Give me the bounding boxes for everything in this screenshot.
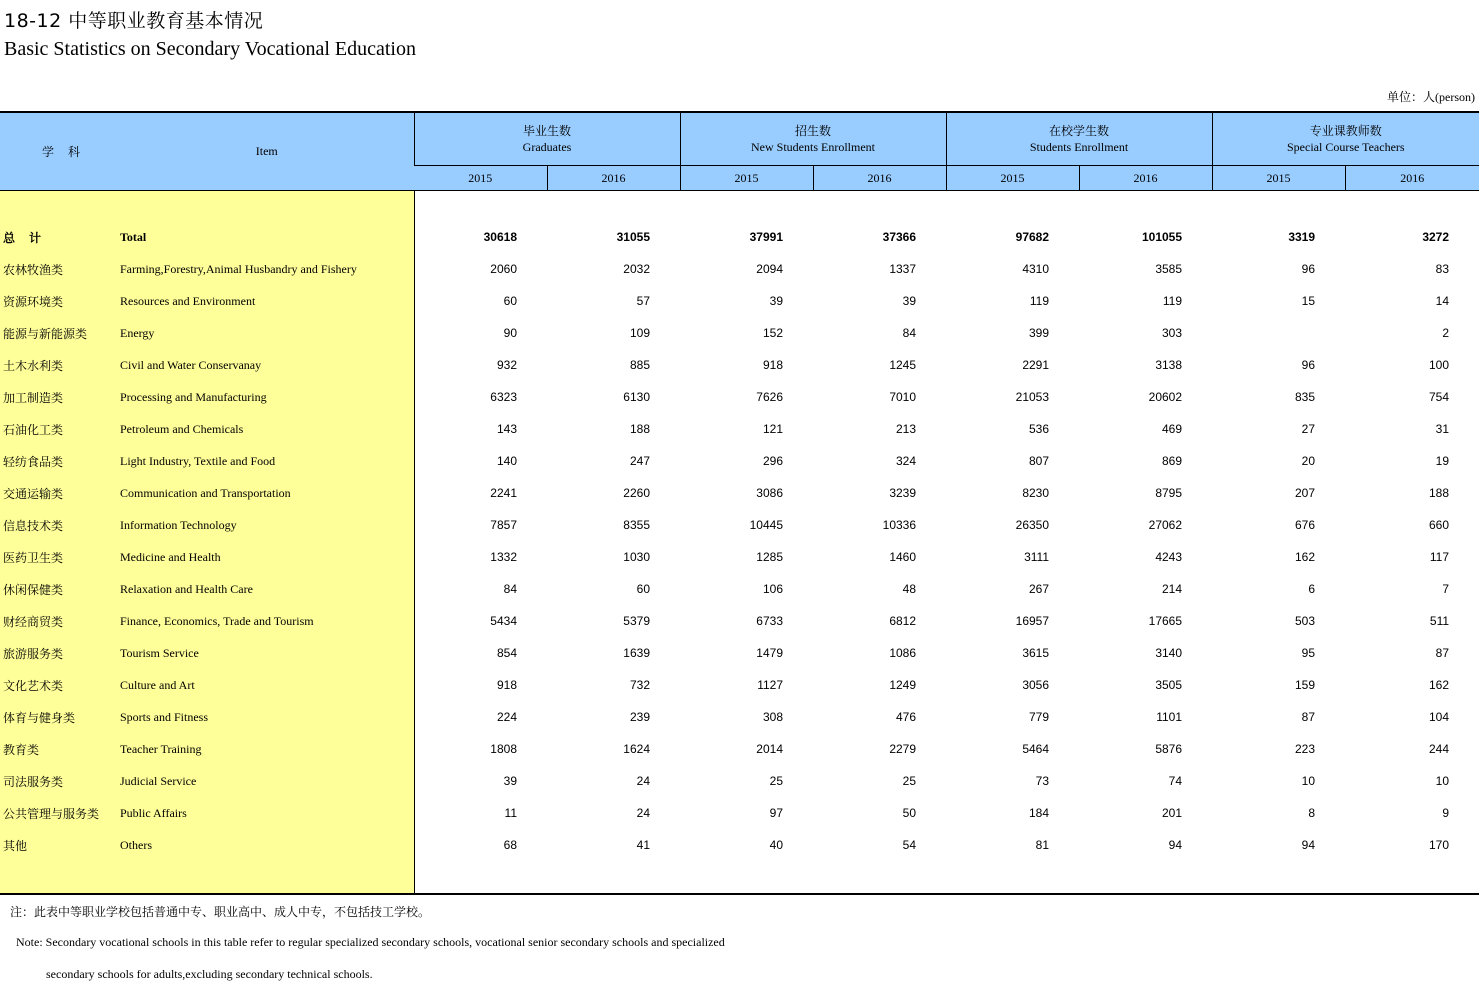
row-label-cn: 交通运输类 <box>0 477 120 509</box>
header-year: 2015 <box>946 166 1079 191</box>
group-label-cn: 毕业生数 <box>522 124 571 138</box>
value-cell: 6733 <box>756 614 783 628</box>
value-cell: 184 <box>1028 806 1050 820</box>
value-cell: 918 <box>762 358 783 372</box>
row-label-cn: 信息技术类 <box>0 509 120 541</box>
value-cell: 3585 <box>1155 262 1183 276</box>
value-cell: 7857 <box>490 518 517 532</box>
row-label-cn: 休闲保健类 <box>0 573 120 605</box>
table-row <box>0 797 1479 829</box>
header-year: 2016 <box>813 166 946 191</box>
value-cell: 1086 <box>889 646 917 660</box>
header-item-en: Item <box>120 112 414 191</box>
group-label-en: Graduates <box>522 140 572 154</box>
value-cell: 40 <box>769 838 783 852</box>
row-label-cn: 公共管理与服务类 <box>0 797 120 829</box>
value-cell: 1101 <box>1156 710 1183 724</box>
row-label-cn: 教育类 <box>0 733 120 765</box>
row-label-en: Petroleum and Chemicals <box>120 413 414 445</box>
value-cell: 3272 <box>1422 230 1450 244</box>
value-cell: 3086 <box>756 486 783 500</box>
value-cell: 2 <box>1442 326 1450 340</box>
note-en-line2: secondary schools for adults,excluding secondary technical schools. <box>46 967 373 981</box>
table-row <box>0 349 1479 381</box>
value-cell: 1479 <box>756 646 783 660</box>
value-cell: 5434 <box>490 614 517 628</box>
value-cell: 324 <box>895 454 917 468</box>
row-label-en: Others <box>120 829 414 861</box>
header-year: 2016 <box>1079 166 1212 191</box>
value-cell: 143 <box>496 422 517 436</box>
value-cell: 2094 <box>756 262 783 276</box>
header-year: 2016 <box>547 166 680 191</box>
value-cell: 399 <box>1028 326 1050 340</box>
row-label-cn: 医药卫生类 <box>0 541 120 573</box>
value-cell: 7 <box>1442 582 1450 596</box>
row-label-en: Information Technology <box>120 509 414 541</box>
value-cell: 100 <box>1429 358 1450 372</box>
value-cell: 207 <box>1295 486 1316 500</box>
value-cell: 511 <box>1429 614 1450 628</box>
value-cell: 16957 <box>1015 614 1050 628</box>
unit-label <box>1387 88 1475 105</box>
value-cell: 8230 <box>1022 486 1050 500</box>
value-cell: 68 <box>503 838 517 852</box>
value-cell: 7626 <box>756 390 783 404</box>
value-cell: 2260 <box>623 486 650 500</box>
value-cell: 8 <box>1308 806 1316 820</box>
spacer-cell <box>0 861 120 894</box>
value-cell: 24 <box>636 774 650 788</box>
row-label-en: Tourism Service <box>120 637 414 669</box>
value-cell: 3239 <box>889 486 917 500</box>
value-cell: 60 <box>503 294 517 308</box>
table-row <box>0 669 1479 701</box>
value-cell: 152 <box>762 326 783 340</box>
value-cell: 41 <box>636 838 650 852</box>
value-cell: 104 <box>1429 710 1450 724</box>
value-cell: 6323 <box>490 390 517 404</box>
value-cell: 2241 <box>490 486 517 500</box>
value-cell: 885 <box>629 358 650 372</box>
value-cell: 308 <box>762 710 783 724</box>
table-row <box>0 221 1479 253</box>
table-row <box>0 733 1479 765</box>
value-cell: 1127 <box>757 678 783 692</box>
value-cell: 97 <box>769 806 783 820</box>
value-cell: 10336 <box>882 518 917 532</box>
value-cell: 732 <box>629 678 650 692</box>
row-label-en: Farming,Forestry,Animal Husbandry and Fishery <box>120 253 414 285</box>
value-cell: 2291 <box>1022 358 1050 372</box>
value-cell: 3111 <box>1024 550 1050 564</box>
value-cell: 27 <box>1301 422 1316 436</box>
group-label-en: New Students Enrollment <box>751 140 875 154</box>
value-cell: 932 <box>496 358 517 372</box>
value-cell: 162 <box>1295 550 1316 564</box>
value-cell: 223 <box>1295 742 1316 756</box>
value-cell: 5876 <box>1155 742 1183 756</box>
value-cell: 26350 <box>1015 518 1050 532</box>
unit-cn: 单位：人 <box>1387 90 1436 104</box>
value-cell: 21053 <box>1015 390 1050 404</box>
value-cell: 14 <box>1435 294 1450 308</box>
value-cell: 296 <box>762 454 783 468</box>
value-cell: 7010 <box>889 390 917 404</box>
value-cell: 3056 <box>1022 678 1050 692</box>
value-cell: 17665 <box>1148 614 1183 628</box>
group-label-cn: 招生数 <box>795 124 832 138</box>
value-cell: 918 <box>496 678 517 692</box>
value-cell: 109 <box>629 326 650 340</box>
value-cell: 1245 <box>889 358 917 372</box>
table-row <box>0 253 1479 285</box>
value-cell: 95 <box>1301 646 1316 660</box>
group-label-cn: 在校学生数 <box>1049 124 1110 138</box>
value-cell: 96 <box>1301 358 1316 372</box>
header-year: 2016 <box>1345 166 1479 191</box>
value-cell: 170 <box>1429 838 1450 852</box>
value-cell: 25 <box>902 774 917 788</box>
value-cell: 2060 <box>490 262 517 276</box>
value-cell: 37991 <box>749 230 783 244</box>
value-cell <box>1212 317 1345 349</box>
value-cell: 807 <box>1028 454 1050 468</box>
group-label-en: Students Enrollment <box>1029 140 1129 154</box>
row-label-cn: 石油化工类 <box>0 413 120 445</box>
spacer-cell <box>120 191 414 222</box>
table-row <box>0 509 1479 541</box>
row-label-cn: 土木水利类 <box>0 349 120 381</box>
value-cell: 39 <box>769 294 783 308</box>
value-cell: 121 <box>762 422 783 436</box>
value-cell: 11 <box>504 806 517 820</box>
row-label-en: Processing and Manufacturing <box>120 381 414 413</box>
table-row <box>0 765 1479 797</box>
header-subject-cn: 学科 <box>0 112 120 191</box>
table-row <box>0 285 1479 317</box>
value-cell: 27062 <box>1148 518 1183 532</box>
value-cell: 39 <box>503 774 517 788</box>
value-cell: 660 <box>1429 518 1450 532</box>
row-label-en: Teacher Training <box>120 733 414 765</box>
row-label-cn: 轻纺食品类 <box>0 445 120 477</box>
value-cell: 536 <box>1028 422 1050 436</box>
value-cell: 87 <box>1301 710 1316 724</box>
value-cell: 779 <box>1028 710 1050 724</box>
value-cell: 84 <box>902 326 917 340</box>
value-cell: 247 <box>629 454 650 468</box>
table-row <box>0 541 1479 573</box>
value-cell: 6 <box>1308 582 1316 596</box>
value-cell: 6812 <box>889 614 917 628</box>
table-body <box>0 191 1479 895</box>
table-row <box>0 573 1479 605</box>
value-cell: 15 <box>1301 294 1316 308</box>
value-cell: 5379 <box>623 614 650 628</box>
value-cell: 869 <box>1162 454 1183 468</box>
row-label-cn: 能源与新能源类 <box>0 317 120 349</box>
value-cell: 201 <box>1162 806 1183 820</box>
unit-en: (person) <box>1435 90 1475 104</box>
value-cell: 10445 <box>749 518 783 532</box>
value-cell: 1285 <box>756 550 783 564</box>
value-cell: 1337 <box>889 262 917 276</box>
header-group-new-enrollment <box>680 112 946 166</box>
value-cell: 503 <box>1295 614 1316 628</box>
value-cell: 2279 <box>889 742 917 756</box>
row-label-cn: 加工制造类 <box>0 381 120 413</box>
header-year: 2015 <box>680 166 813 191</box>
row-label-cn: 文化艺术类 <box>0 669 120 701</box>
value-cell: 5464 <box>1022 742 1050 756</box>
header-year: 2015 <box>414 166 547 191</box>
header-group-teachers <box>1212 112 1479 166</box>
table-row <box>0 477 1479 509</box>
row-label-cn: 旅游服务类 <box>0 637 120 669</box>
value-cell: 48 <box>902 582 917 596</box>
spacer-cell <box>414 861 1479 894</box>
value-cell: 140 <box>496 454 517 468</box>
value-cell: 4243 <box>1155 550 1183 564</box>
value-cell: 94 <box>1301 838 1316 852</box>
value-cell: 239 <box>629 710 650 724</box>
value-cell: 676 <box>1295 518 1316 532</box>
value-cell: 10 <box>1301 774 1316 788</box>
spacer-cell <box>120 861 414 894</box>
value-cell: 31 <box>1435 422 1450 436</box>
row-label-en: Culture and Art <box>120 669 414 701</box>
value-cell: 2014 <box>756 742 783 756</box>
row-label-en: Light Industry, Textile and Food <box>120 445 414 477</box>
value-cell: 30618 <box>483 230 517 244</box>
row-label-cn: 总计 <box>0 221 120 253</box>
value-cell: 25 <box>769 774 783 788</box>
value-cell: 1030 <box>623 550 650 564</box>
row-label-cn: 其他 <box>0 829 120 861</box>
value-cell: 94 <box>1168 838 1183 852</box>
value-cell: 1460 <box>889 550 917 564</box>
value-cell: 3505 <box>1155 678 1183 692</box>
value-cell: 20 <box>1301 454 1316 468</box>
row-label-en: Resources and Environment <box>120 285 414 317</box>
value-cell: 57 <box>636 294 650 308</box>
value-cell: 84 <box>503 582 517 596</box>
row-label-en: Communication and Transportation <box>120 477 414 509</box>
header-group-students-enrollment <box>946 112 1212 166</box>
group-label-cn: 专业课教师数 <box>1309 124 1382 138</box>
value-cell: 267 <box>1028 582 1050 596</box>
row-label-en: Energy <box>120 317 414 349</box>
value-cell: 3138 <box>1155 358 1183 372</box>
row-label-en: Civil and Water Conservanay <box>120 349 414 381</box>
table-row <box>0 701 1479 733</box>
statistics-table <box>0 111 1479 895</box>
value-cell: 54 <box>902 838 917 852</box>
row-label-en: Finance, Economics, Trade and Tourism <box>120 605 414 637</box>
table-row <box>0 829 1479 861</box>
value-cell: 1332 <box>490 550 517 564</box>
value-cell: 2032 <box>623 262 650 276</box>
value-cell: 81 <box>1035 838 1050 852</box>
value-cell: 244 <box>1429 742 1450 756</box>
page-title-cn: 18-12 中等职业教育基本情况 <box>4 10 264 32</box>
value-cell: 214 <box>1162 582 1183 596</box>
note-en-line1: Note: Secondary vocational schools in this table refer to regular specialized secondary schools, vocational senior secondary schools and specialized <box>16 935 725 949</box>
page-title-en: Basic Statistics on Secondary Vocational Education <box>4 38 416 60</box>
value-cell: 39 <box>902 294 917 308</box>
value-cell: 50 <box>902 806 917 820</box>
note-cn: 注：此表中等职业学校包括普通中专、职业高中、成人中专，不包括技工学校。 <box>10 905 431 919</box>
value-cell: 10 <box>1435 774 1450 788</box>
row-label-cn: 财经商贸类 <box>0 605 120 637</box>
table-row <box>0 381 1479 413</box>
value-cell: 20602 <box>1148 390 1183 404</box>
table-row <box>0 637 1479 669</box>
value-cell: 60 <box>636 582 650 596</box>
value-cell: 117 <box>1429 550 1450 564</box>
spacer-cell <box>414 191 1479 222</box>
value-cell: 3319 <box>1288 230 1316 244</box>
row-label-en: Medicine and Health <box>120 541 414 573</box>
row-label-en: Sports and Fitness <box>120 701 414 733</box>
value-cell: 854 <box>496 646 517 660</box>
header-year: 2015 <box>1212 166 1345 191</box>
value-cell: 83 <box>1435 262 1450 276</box>
table-row <box>0 317 1479 349</box>
value-cell: 224 <box>496 710 517 724</box>
value-cell: 159 <box>1295 678 1316 692</box>
value-cell: 1249 <box>889 678 917 692</box>
row-label-en: Judicial Service <box>120 765 414 797</box>
value-cell: 1808 <box>490 742 517 756</box>
value-cell: 188 <box>1429 486 1450 500</box>
value-cell: 106 <box>762 582 783 596</box>
value-cell: 835 <box>1295 390 1316 404</box>
value-cell: 303 <box>1162 326 1183 340</box>
value-cell: 87 <box>1435 646 1450 660</box>
row-label-cn: 司法服务类 <box>0 765 120 797</box>
row-label-cn: 资源环境类 <box>0 285 120 317</box>
value-cell: 8795 <box>1155 486 1183 500</box>
value-cell: 8355 <box>623 518 650 532</box>
table-row <box>0 413 1479 445</box>
value-cell: 90 <box>503 326 517 340</box>
value-cell: 476 <box>895 710 917 724</box>
header-group-graduates <box>414 112 680 166</box>
value-cell: 3140 <box>1155 646 1183 660</box>
value-cell: 101055 <box>1141 230 1183 244</box>
value-cell: 96 <box>1301 262 1316 276</box>
value-cell: 469 <box>1162 422 1183 436</box>
bottom-spacer-row <box>0 861 1479 894</box>
row-label-cn: 体育与健身类 <box>0 701 120 733</box>
row-label-cn: 农林牧渔类 <box>0 253 120 285</box>
spacer-cell <box>0 191 120 222</box>
value-cell: 119 <box>1029 294 1050 308</box>
value-cell: 1639 <box>623 646 650 660</box>
row-label-en: Public Affairs <box>120 797 414 829</box>
value-cell: 19 <box>1435 454 1450 468</box>
value-cell: 73 <box>1035 774 1050 788</box>
value-cell: 213 <box>895 422 917 436</box>
value-cell: 37366 <box>882 230 917 244</box>
value-cell: 188 <box>629 422 650 436</box>
value-cell: 6130 <box>623 390 650 404</box>
value-cell: 74 <box>1168 774 1183 788</box>
table-header <box>0 112 1479 191</box>
value-cell: 9 <box>1442 806 1450 820</box>
value-cell: 31055 <box>616 230 650 244</box>
value-cell: 3615 <box>1022 646 1050 660</box>
value-cell: 4310 <box>1022 262 1050 276</box>
value-cell: 1624 <box>623 742 650 756</box>
value-cell: 24 <box>636 806 650 820</box>
table-row <box>0 445 1479 477</box>
group-label-en: Special Course Teachers <box>1287 140 1405 154</box>
value-cell: 754 <box>1429 390 1450 404</box>
value-cell: 162 <box>1429 678 1450 692</box>
row-label-en: Total <box>120 221 414 253</box>
value-cell: 119 <box>1162 294 1183 308</box>
spacer-row <box>0 191 1479 222</box>
value-cell: 97682 <box>1015 230 1050 244</box>
table-row <box>0 605 1479 637</box>
row-label-en: Relaxation and Health Care <box>120 573 414 605</box>
